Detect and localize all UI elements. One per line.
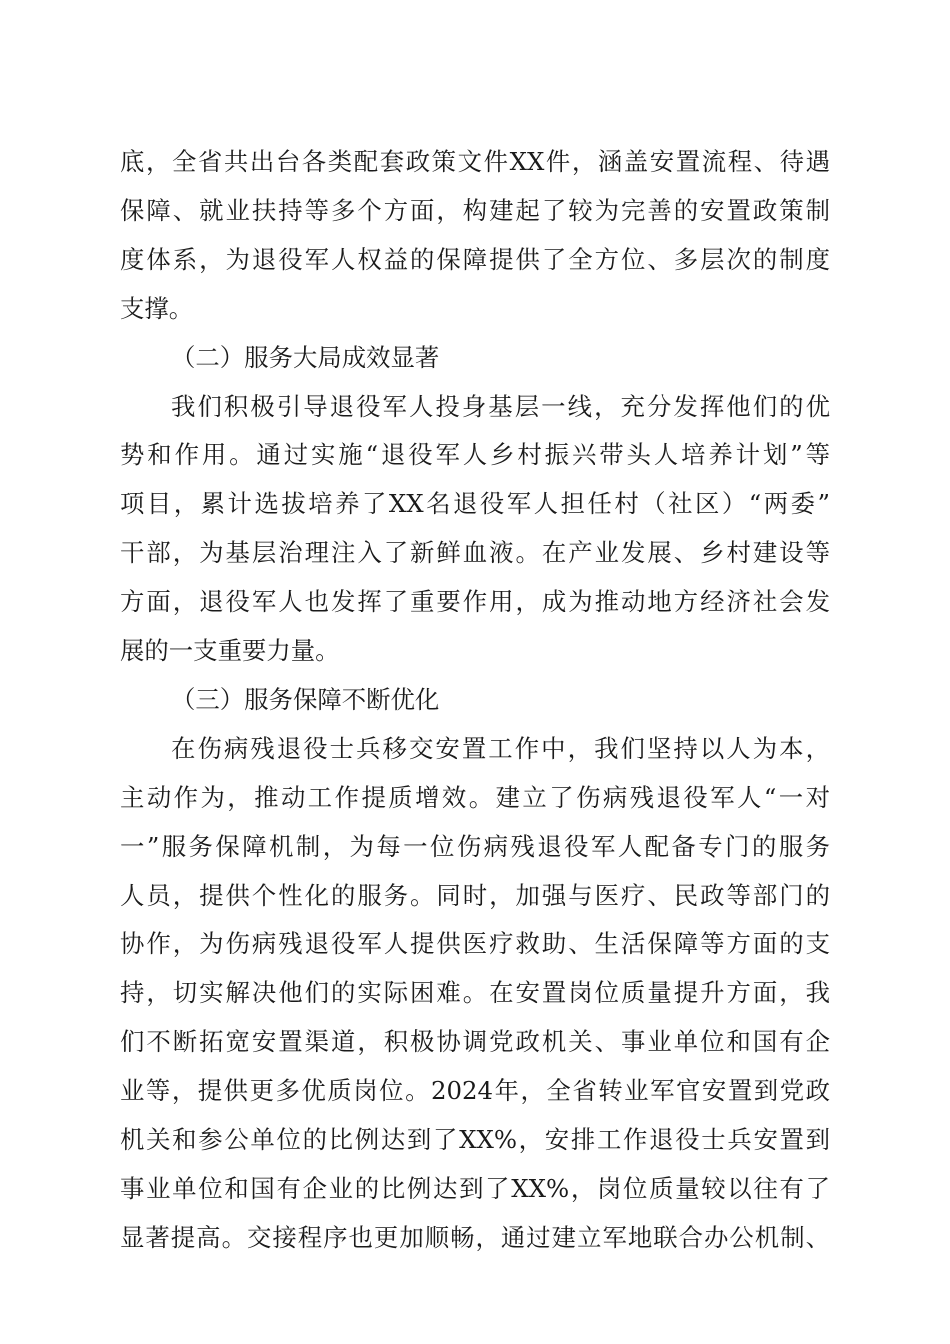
- paragraph-2-line-3: 项目，累计选拔培养了XX名退役军人担任村（社区）“两委”: [120, 489, 830, 518]
- paragraph-3-line-5: 协作，为伤病残退役军人提供医疗救助、生活保障等方面的支: [120, 929, 830, 958]
- paragraph-3-line-6: 持，切实解决他们的实际困难。在安置岗位质量提升方面，我: [120, 978, 830, 1007]
- paragraph-3-line-2: 主动作为，推动工作提质增效。建立了伤病残退役军人“一对: [120, 783, 830, 812]
- paragraph-2-line-5: 方面，退役军人也发挥了重要作用，成为推动地方经济社会发: [120, 587, 830, 616]
- paragraph-2-line-1: 我们积极引导退役军人投身基层一线，充分发挥他们的优: [171, 392, 830, 421]
- paragraph-1-line-1: 底，全省共出台各类配套政策文件XX件，涵盖安置流程、待遇: [120, 147, 830, 176]
- paragraph-1-line-4: 支撑。: [120, 294, 194, 323]
- paragraph-2-line-6: 展的一支重要力量。: [120, 636, 340, 665]
- section-heading-3: （三）服务保障不断优化: [171, 685, 440, 714]
- paragraph-3-line-11: 显著提高。交接程序也更加顺畅，通过建立军地联合办公机制、: [120, 1223, 830, 1252]
- paragraph-1-line-2: 保障、就业扶持等多个方面，构建起了较为完善的安置政策制: [120, 196, 830, 225]
- paragraph-3-line-7: 们不断拓宽安置渠道，积极协调党政机关、事业单位和国有企: [120, 1027, 830, 1056]
- paragraph-2-line-2: 势和作用。通过实施“退役军人乡村振兴带头人培养计划”等: [120, 440, 830, 469]
- paragraph-3-line-8: 业等，提供更多优质岗位。2024年，全省转业军官安置到党政: [120, 1076, 830, 1105]
- paragraph-3-line-3: 一”服务保障机制，为每一位伤病残退役军人配备专门的服务: [120, 832, 830, 861]
- paragraph-3-line-9: 机关和参公单位的比例达到了XX%，安排工作退役士兵安置到: [120, 1125, 830, 1154]
- paragraph-2-line-4: 干部，为基层治理注入了新鲜血液。在产业发展、乡村建设等: [120, 538, 830, 567]
- paragraph-3-line-4: 人员，提供个性化的服务。同时，加强与医疗、民政等部门的: [120, 881, 830, 910]
- paragraph-1-line-3: 度体系，为退役军人权益的保障提供了全方位、多层次的制度: [120, 245, 830, 274]
- paragraph-3-line-1: 在伤病残退役士兵移交安置工作中，我们坚持以人为本，: [171, 734, 830, 763]
- paragraph-3-line-10: 事业单位和国有企业的比例达到了XX%，岗位质量较以往有了: [120, 1174, 830, 1203]
- section-heading-2: （二）服务大局成效显著: [171, 343, 440, 372]
